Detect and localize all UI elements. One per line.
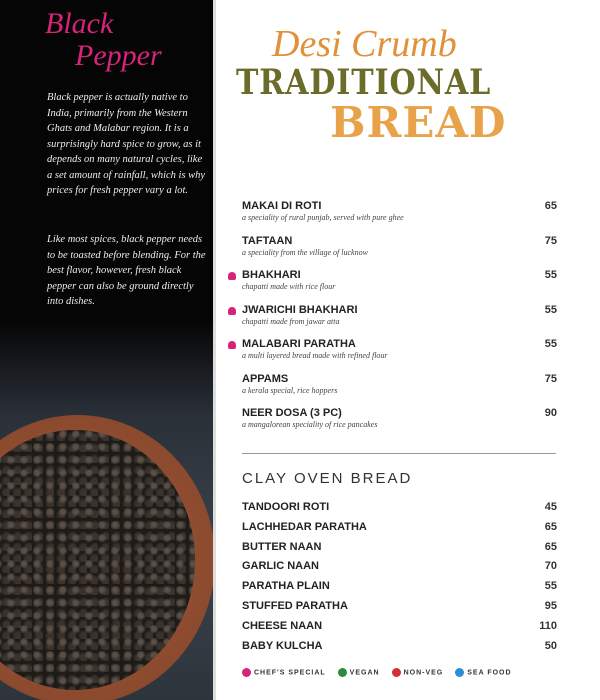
item-name: TAFTAAN: [242, 234, 293, 247]
chef-special-icon: [228, 272, 236, 280]
item-price: 55: [544, 338, 557, 350]
legend-item: [392, 668, 444, 677]
item-description: a speciality from the village of lucknow: [242, 247, 368, 257]
legend-label: SEA FOOD: [467, 669, 512, 677]
menu-item: [242, 580, 557, 592]
item-name: MAKAI DI ROTI: [242, 200, 322, 212]
menu-item: [242, 304, 557, 326]
item-name: NEER DOSA (3 PC): [242, 407, 342, 419]
item-description: a speciality of rural punjab, served with pure ghee: [242, 213, 404, 222]
item-description: a multi layered bread made with refined flour: [242, 351, 388, 360]
item-name: BHAKHARI: [242, 269, 301, 281]
vegan-icon: [338, 668, 347, 677]
item-name: LACHHEDAR PARATHA: [242, 520, 367, 533]
menu-item: [242, 373, 557, 395]
divider: [213, 0, 216, 700]
item-description: chapatti made from jawar atta: [242, 316, 340, 326]
menu-item: [242, 338, 557, 360]
menu-item: [242, 521, 557, 533]
chef-hat-icon: [242, 668, 251, 677]
menu-item: [242, 269, 557, 291]
item-name: MALABARI PARATHA: [242, 338, 356, 350]
section-heading-traditional: TRADITIONAL: [236, 62, 492, 103]
legend-label: VEGAN: [349, 669, 380, 677]
legend-label: NON-VEG: [403, 669, 444, 677]
sidebar-title: Black Pepper: [45, 7, 162, 72]
menu-item: [242, 640, 557, 652]
legend-label: CHEF'S SPECIAL: [254, 669, 326, 677]
item-description: chapatti made with rice flour: [242, 282, 336, 291]
menu-item: [242, 620, 557, 632]
item-name: GARLIC NAAN: [242, 560, 319, 573]
menu-item: [242, 407, 557, 429]
item-price: 65: [544, 200, 557, 212]
menu-item: [242, 235, 557, 257]
menu-item: [242, 541, 557, 553]
menu-item: [242, 501, 557, 513]
item-description: a kerala special, rice hoppers: [242, 385, 338, 395]
item-price: 55: [544, 269, 557, 281]
black-pepper-panel: [0, 0, 213, 700]
item-price: 65: [544, 540, 557, 553]
item-price: 55: [544, 303, 557, 316]
chef-special-icon: [228, 307, 236, 315]
item-name: JWARICHI BHAKHARI: [242, 303, 358, 316]
brand-name: Desi Crumb: [272, 23, 457, 65]
item-price: 75: [544, 234, 557, 247]
item-name: TANDOORI ROTI: [242, 501, 330, 513]
item-price: 50: [544, 639, 557, 652]
item-price: 55: [544, 580, 557, 593]
menu-item: [242, 200, 557, 222]
item-price: 65: [544, 520, 557, 533]
legend-item: [455, 668, 511, 677]
item-name: BABY KULCHA: [242, 639, 323, 652]
item-price: 110: [539, 619, 557, 632]
item-price: 70: [544, 560, 557, 573]
item-description: a mangalorean speciality of rice pancakes: [242, 420, 378, 429]
non-veg-icon: [392, 668, 401, 677]
sidebar-paragraph: Black pepper is actually native to India, primarily from the Western Ghats and Malabar region. It is a surprisingly hard spice to grow, as it depends on many natural cycles, like a set amount of rainfall, which is why prices for fresh pepper vary a lot.: [47, 92, 206, 196]
item-name: APPAMS: [242, 372, 289, 385]
item-price: 45: [544, 501, 557, 513]
item-price: 95: [544, 600, 557, 612]
item-price: 75: [544, 372, 557, 385]
section-title-clay-oven: CLAY OVEN BREAD: [242, 470, 413, 487]
section-heading-bread: BREAD: [330, 98, 507, 147]
legend: [242, 668, 512, 677]
legend-item: [242, 668, 326, 677]
menu-item: [242, 600, 557, 612]
chef-special-icon: [228, 341, 236, 349]
item-name: BUTTER NAAN: [242, 540, 322, 553]
sea-food-icon: [455, 668, 464, 677]
divider: [242, 453, 556, 454]
menu-item: [242, 560, 557, 572]
legend-item: [338, 668, 380, 677]
item-name: STUFFED PARATHA: [242, 600, 348, 612]
sidebar-paragraph: Like most spices, black pepper needs to be toasted before blending. For the best flavor, however, fresh black pepper can also be ground directly into dishes.: [47, 234, 206, 307]
item-price: 90: [544, 407, 557, 419]
item-name: PARATHA PLAIN: [242, 580, 330, 593]
item-name: CHEESE NAAN: [242, 619, 323, 632]
